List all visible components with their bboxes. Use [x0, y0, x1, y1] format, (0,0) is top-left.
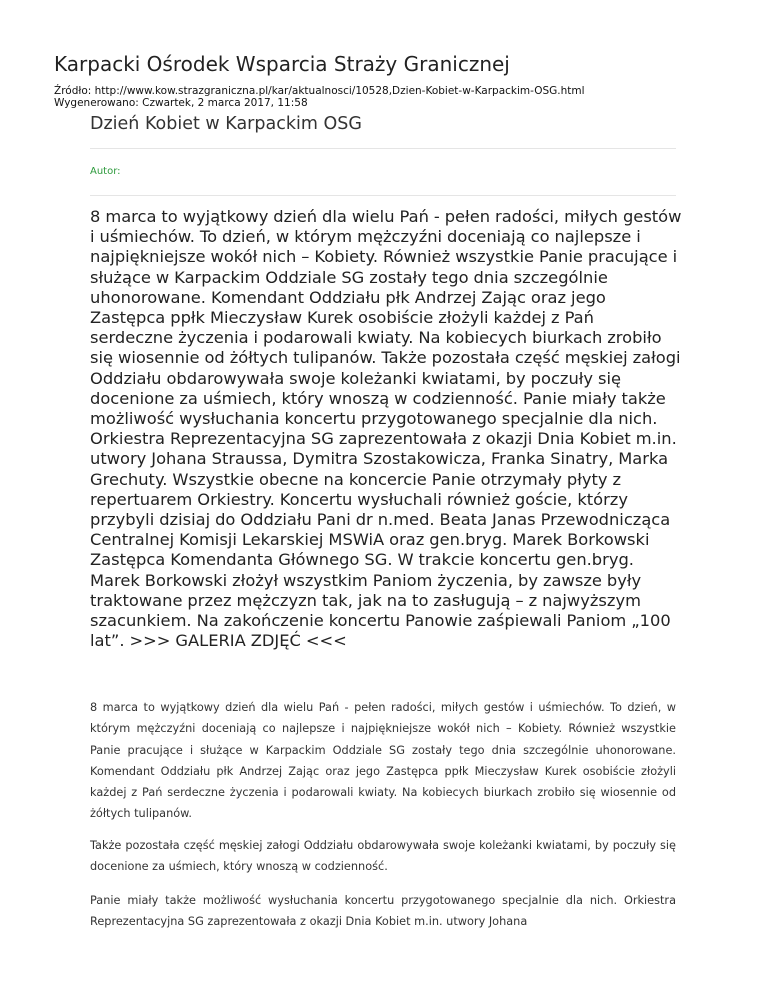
- generated-date: Wygenerowano: Czwartek, 2 marca 2017, 11:58: [54, 97, 308, 109]
- article-title: Dzień Kobiet w Karpackim OSG: [90, 114, 362, 134]
- article-paragraph-2: Także pozostała część męskiej załogi Oddziału obdarowywała swoje koleżanki kwiatami, by poczuły się docenione za uśmiech, który wnoszą w codzienność.: [90, 839, 676, 874]
- print-meta: [54, 85, 585, 109]
- article-lead: 8 marca to wyjątkowy dzień dla wielu Pań - pełen radości, miłych gestów i uśmiechów. To dzień, w którym mężczyźni doceniają co najlepsze i najpiękniejsze wokół nich – Kobiety. Również wszystkie Panie pracujące i służące w Karpackim Oddziale SG zostały tego dnia szczególnie uhonorowane. Komendant Oddziału płk Andrzej Zając oraz jego Zastępca ppłk Mieczysław Kurek osobiście złożyli każdej z Pań serdeczne życzenia i podarowali kwiaty. Na kobiecych biurkach zrobiło się wiosennie od żółtych tulipanów. Także pozostała część męskiej załogi Oddziału obdarowywała swoje koleżanki kwiatami, by poczuły się docenione za uśmiech, który wnoszą w codzienność. Panie miały także możliwość wysłuchania koncertu przygotowanego specjalnie dla nich. Orkiestra Reprezentacyjna SG zaprezentowała z okazji Dnia Kobiet m.in. utwory Johana Straussa, Dymitra Szostakowicza, Franka Sinatry, Marka Grechuty. Wszystkie obecne na koncercie Panie otrzymały płyty z repertuarem Orkiestry. Koncertu wysłuchali również goście, którzy przybyli dzisiaj do Oddziału Pani dr n.med. Beata Janas Przewodnicząca Centralnej Komisji Lekarskiej MSWiA oraz gen.bryg. Marek Borkowski Zastępca Komendanta Głównego SG. W trakcie koncertu gen.bryg. Marek Borkowski złożył wszystkim Paniom życzenia, by zawsze były traktowane przez mężczyzn tak, jak na to zasługują – z najwyższym szacunkiem. Na zakończenie koncertu Panowie zaśpiewali Paniom „100 lat”. >>> GALERIA ZDJĘĆ <<<: [90, 207, 682, 651]
- divider: [90, 195, 676, 196]
- article-paragraph-3: Panie miały także możliwość wysłuchania koncertu przygotowanego specjalnie dla nich. Orkiestra Reprezentacyjna SG zaprezentowała z okazji Dnia Kobiet m.in. utwory Johana: [90, 894, 676, 929]
- divider: [90, 148, 676, 149]
- site-title: Karpacki Ośrodek Wsparcia Straży Granicznej: [54, 52, 510, 76]
- source-url: Źródło: http://www.kow.strazgraniczna.pl/kar/aktualnosci/10528,Dzien-Kobiet-w-Karpackim-OSG.html: [54, 85, 585, 97]
- author-label: Autor:: [90, 166, 121, 177]
- article-paragraph-1: 8 marca to wyjątkowy dzień dla wielu Pań - pełen radości, miłych gestów i uśmiechów. To dzień, w którym mężczyźni doceniają co najlepsze i najpiękniejsze wokół nich – Kobiety. Również wszystkie Panie pracujące i służące w Karpackim Oddziale SG zostały tego dnia szczególnie uhonorowane. Komendant Oddziału płk Andrzej Zając oraz jego Zastępca ppłk Mieczysław Kurek osobiście złożyli każdej z Pań serdeczne życzenia i podarowali kwiaty. Na kobiecych biurkach zrobiło się wiosennie od żółtych tulipanów.: [90, 701, 676, 821]
